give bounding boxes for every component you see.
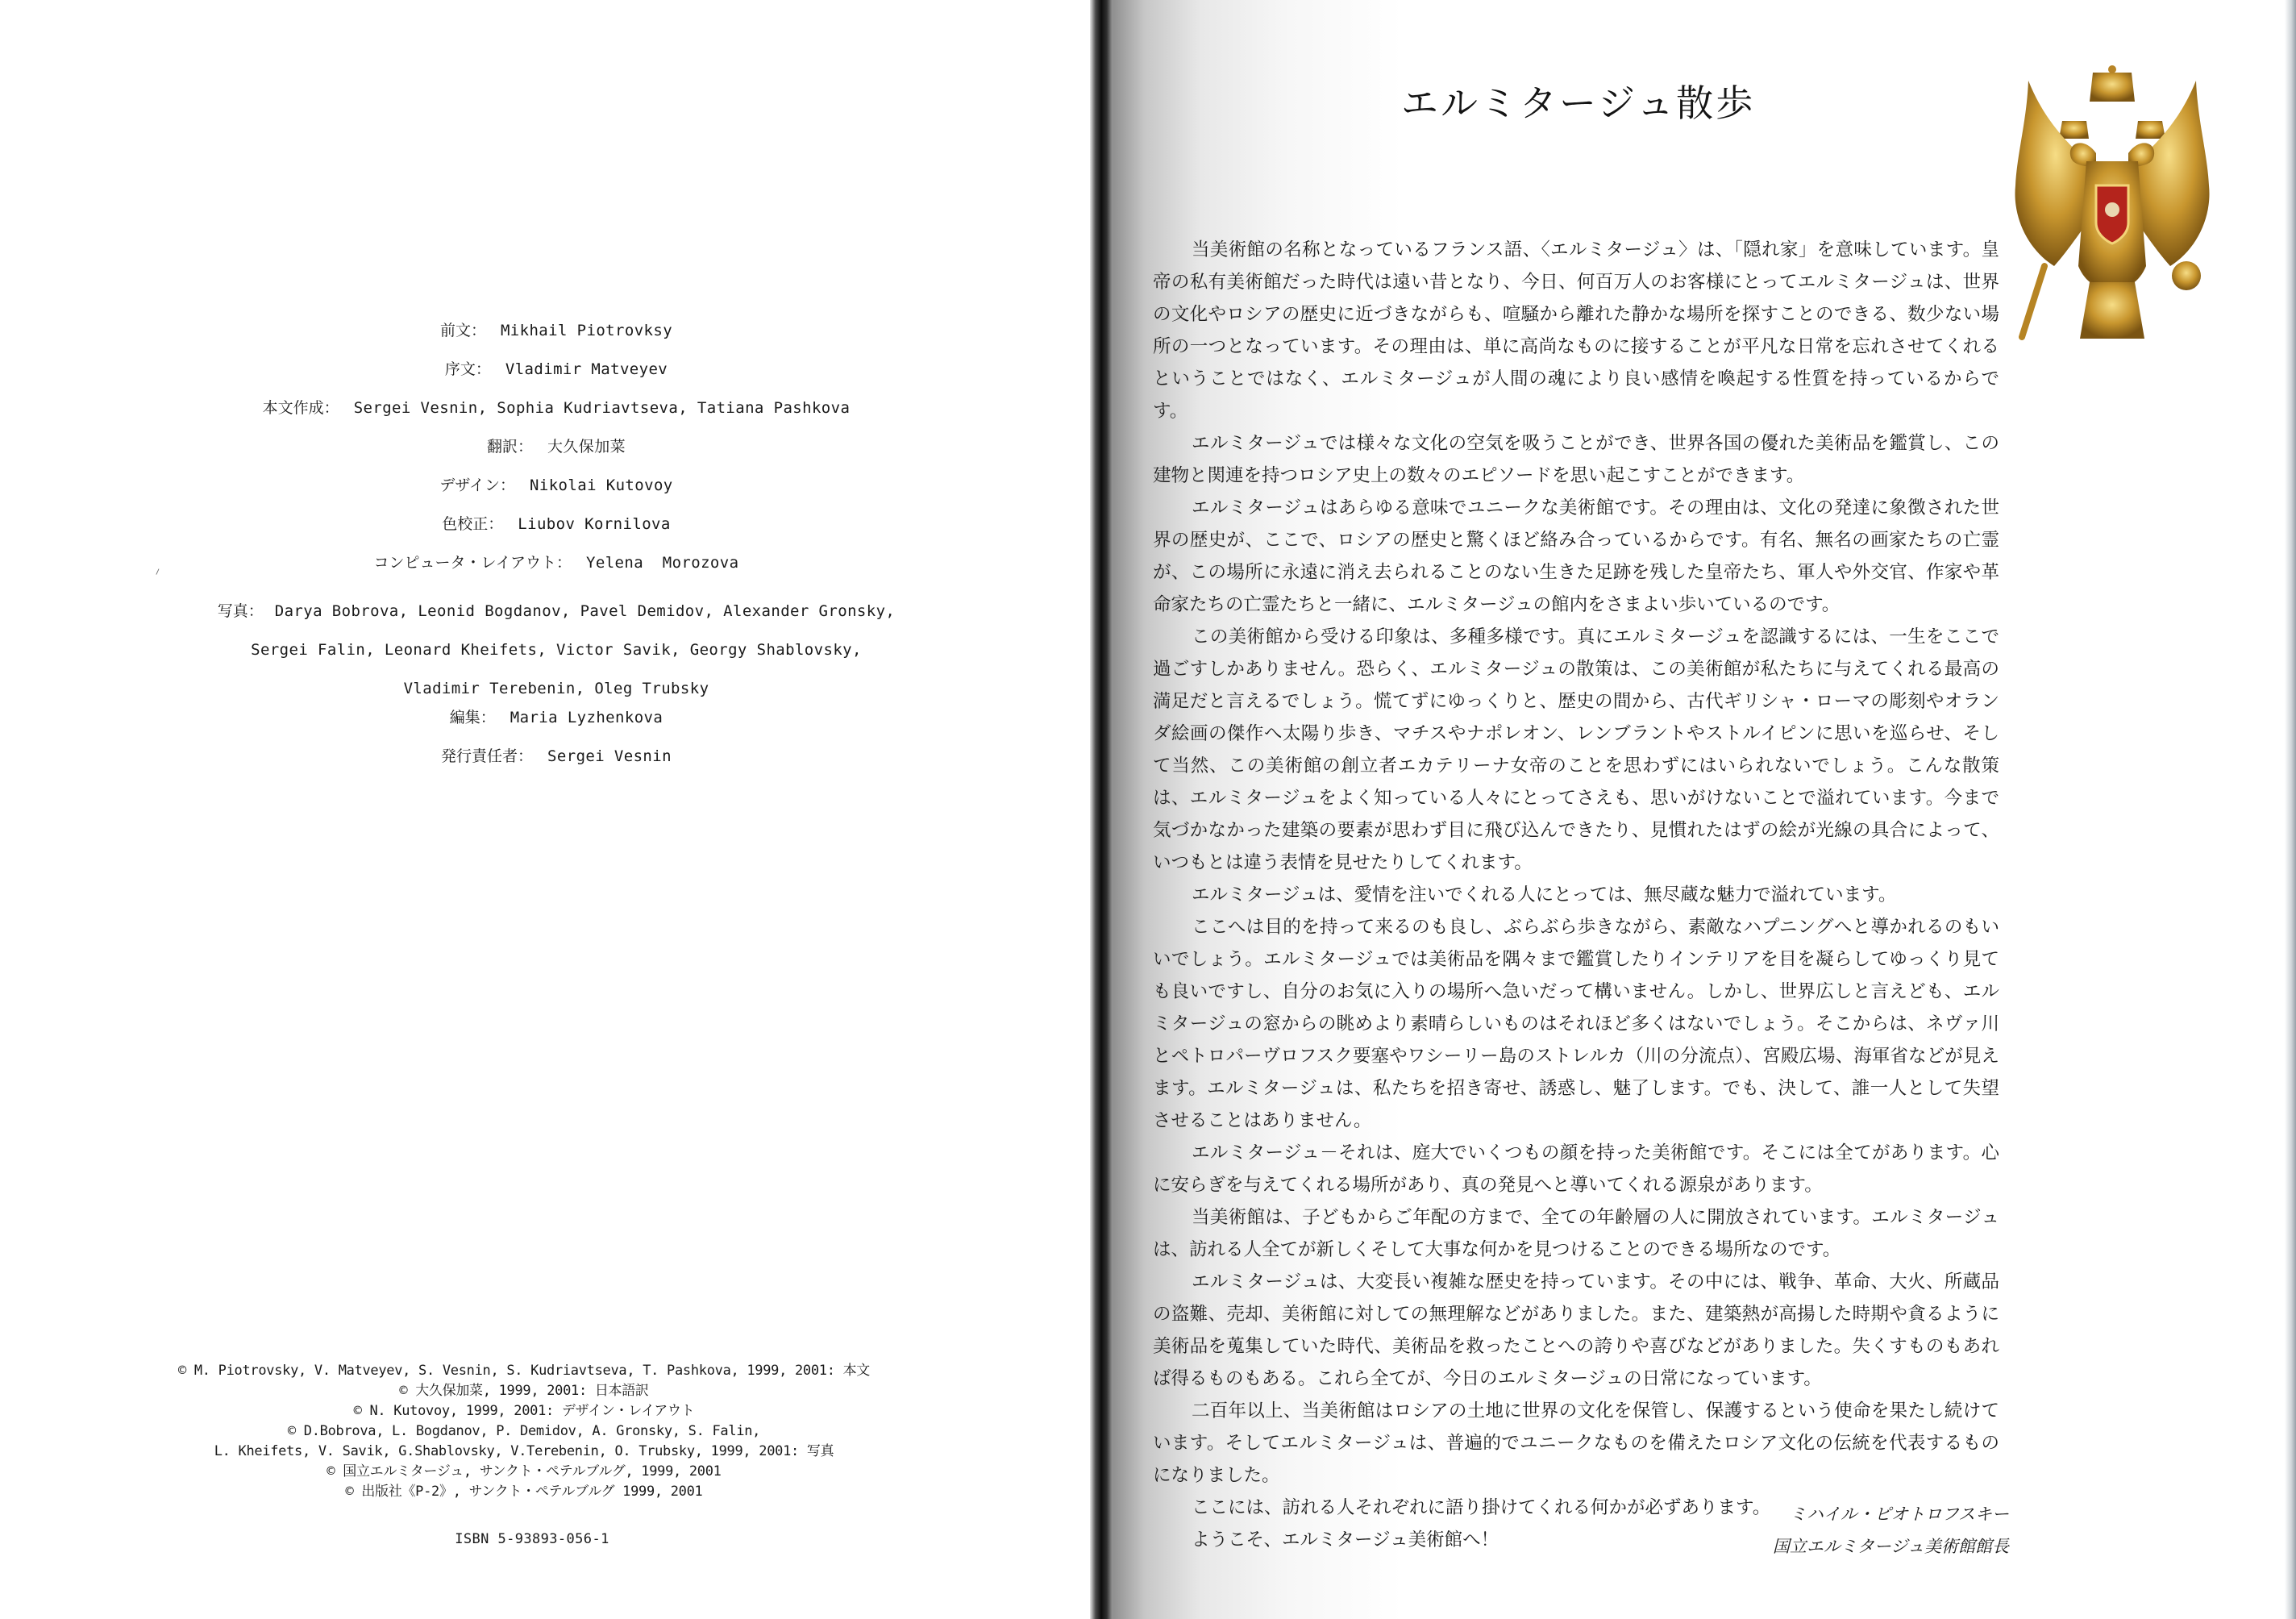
dust-speck: ⸝ bbox=[151, 560, 163, 577]
photo-credit-line: Sergei Falin, Leonard Kheifets, Victor Savik, Georgy Shablovsky, bbox=[251, 641, 862, 659]
credit-names: Sergei Vesnin bbox=[547, 747, 672, 765]
credit-role: 発行責任者： bbox=[441, 747, 534, 765]
essay-paragraph: 当美術館は、子どもからご年配の方まで、全ての年齢層の人に開放されています。エルミタージュは、訪れる人全てが新しくそして大事な何かを見つけることのできる場所なのです。 bbox=[1153, 1207, 1999, 1260]
credit-role: 翻訳： bbox=[486, 438, 533, 456]
page-title: エルミタージュ散歩 bbox=[1401, 81, 1756, 125]
credits-block bbox=[177, 321, 935, 785]
right-head-crown bbox=[2136, 121, 2165, 139]
essay-paragraph: エルミタージュは、大変長い複雑な歴史を持っています。その中には、戦争、革命、大火、所蔵品の盗難、売却、美術館に対しての無理解などがありました。また、建築熱が高揚した時期や貪るように美術品を蒐集していた時代、美術品を救ったことへの誇りや喜びなどがありました。失くすものもあれば得るものもある。これら全てが、今日のエルミタージュの日常になっています。 bbox=[1153, 1271, 1999, 1389]
copyright-line: © 出版社《P-2》, サンクト・ペテルブルグ 1999, 2001 bbox=[345, 1484, 703, 1500]
crown-cross bbox=[2108, 65, 2116, 73]
essay-paragraph: 二百年以上、当美術館はロシアの土地に世界の文化を保管し、保護するという使命を果たし続けています。そしてエルミタージュは、普遍的でユニークなものを備えたロシア文化の伝統を代表するものになりました。 bbox=[1153, 1400, 1999, 1486]
copyright-line: © D.Bobrova, L. Bogdanov, P. Demidov, A. Gronsky, S. Falin, bbox=[287, 1423, 761, 1439]
essay-paragraph: ここへは目的を持って来るのも良し、ぶらぶら歩きながら、素敵なハプニングへと導かれるのもいいでしょう。エルミタージュでは美術品を隅々まで鑑賞したりインテリアを目を凝らしてゆっくり見ても良いですし、自分のお気に入りの場所へ急いだって構いません。しかし、世界広しと言えども、エルミタージュの窓からの眺めより素晴らしいものはそれほど多くはないでしょう。そこからは、ネヴァ川とペトロパーヴロフスク要塞やワシーリー島のストレルカ（川の分流点）、宮殿広場、海軍省などが見えます。エルミタージュは、私たちを招き寄せ、誘惑し、魅了します。でも、決して、誰一人として失望させることはありません。 bbox=[1153, 917, 1999, 1131]
credit-row-foreword bbox=[177, 321, 935, 360]
copyright-line: © 大久保加菜, 1999, 2001: 日本語訳 bbox=[399, 1383, 649, 1399]
credit-role: 本文作成： bbox=[262, 399, 339, 417]
st-george-figure bbox=[2105, 202, 2119, 217]
book-gutter bbox=[1090, 0, 1113, 1619]
copyright-block bbox=[161, 1361, 887, 1502]
essay-paragraph: エルミタージュはあらゆる意味でユニークな美術館です。その理由は、文化の発達に象徴された世界の歴史が、ここで、ロシアの歴史と驚くほど絡み合っているからです。有名、無名の画家たちの亡霊が、この場所に永遠に消え去られることのない生きた足跡を残した皇帝たち、軍人や外交官、作家や革命家たちの亡霊たちと一緒に、エルミタージュの館内をさまよい歩いているのです。 bbox=[1153, 497, 1999, 615]
isbn: ISBN 5-93893-056-1 bbox=[455, 1531, 609, 1547]
scepter bbox=[2022, 266, 2044, 337]
photo-credit-line bbox=[177, 592, 935, 631]
credit-names: Mikhail Piotrovksy bbox=[500, 322, 673, 339]
credit-role: 序文： bbox=[444, 360, 491, 378]
credit-role: 前文： bbox=[439, 322, 486, 339]
essay-paragraph: ここには、訪れる人それぞれに語り掛けてくれる何かが必ずあります。 bbox=[1192, 1497, 1771, 1518]
left-page bbox=[0, 0, 1090, 1619]
essay-body bbox=[1153, 234, 1999, 1556]
credit-row-color bbox=[177, 514, 935, 553]
credit-row-layout bbox=[177, 553, 935, 592]
credit-row-editor bbox=[177, 708, 935, 747]
credit-names: Liubov Kornilova bbox=[518, 515, 671, 533]
credit-row-text bbox=[177, 398, 935, 437]
credit-names: Maria Lyzhenkova bbox=[510, 709, 663, 726]
credit-role: デザイン： bbox=[439, 477, 516, 494]
credit-names: Nikolai Kutovoy bbox=[530, 477, 673, 494]
page-edge bbox=[2285, 0, 2296, 1619]
essay-paragraph: エルミタージュでは様々な文化の空気を吸うことができ、世界各国の優れた美術品を鑑賞し、この建物と関連を持つロシア史上の数々のエピソードを思い起こすことができます。 bbox=[1153, 433, 1999, 486]
essay-paragraph: エルミタージュは、愛情を注いでくれる人にとっては、無尽蔵な魅力で溢れています。 bbox=[1192, 884, 1897, 905]
credit-row-translation bbox=[177, 437, 935, 476]
credit-role: 写真： bbox=[217, 602, 264, 620]
copyright-line: L. Kheifets, V. Savik, G.Shablovsky, V.Terebenin, O. Trubsky, 1999, 2001: 写真 bbox=[214, 1443, 834, 1459]
crown-shape bbox=[2090, 73, 2135, 102]
copyright-line: © M. Piotrovsky, V. Matveyev, S. Vesnin, S. Kudriavtseva, T. Pashkova, 1999, 2001: 本文 bbox=[178, 1363, 870, 1379]
credit-role: 編集： bbox=[449, 709, 496, 726]
signature-block bbox=[1757, 1498, 2009, 1563]
left-head-crown bbox=[2059, 121, 2089, 139]
orb bbox=[2172, 261, 2201, 290]
double-headed-eagle-emblem bbox=[2012, 65, 2212, 355]
signature-name: ミハイル・ピオトロフスキー bbox=[1789, 1505, 2009, 1524]
credit-row-preface bbox=[177, 360, 935, 398]
essay-paragraph: ようこそ、エルミタージュ美術館へ！ bbox=[1192, 1530, 1499, 1550]
credit-names: Vladimir Matveyev bbox=[505, 360, 668, 378]
essay-paragraph: 当美術館の名称となっているフランス語、〈エルミタージュ〉は、「隠れ家」を意味しています。皇帝の私有美術館だった時代は遠い昔となり、今日、何百万人のお客様にとってエルミタージュは、世界の文化やロシアの歴史に近づきながらも、喧騒から離れた静かな場所を探すことのできる、数少ない場所の一つとなっています。その理由は、単に高尚なものに接することが平凡な日常を忘れさせてくれるということではなく、エルミタージュが人間の魂により良い感情を喚起する性質を持っているからです。 bbox=[1153, 239, 1999, 422]
essay-paragraph: この美術館から受ける印象は、多種多様です。真にエルミタージュを認識するには、一生をここで過ごすしかありません。恐らく、エルミタージュの散策は、この美術館が私たちに与えてくれる最高の満足だと言えるでしょう。慌てずにゆっくりと、歴史の間から、古代ギリシャ・ローマの彫刻やオランダ絵画の傑作へ太陽り歩き、マチスやナポレオン、レンブラントやストルイピンに思いを巡らせ、そして当然、この美術館の創立者エカテリーナ女帝のことを思わずにはいられないでしょう。こんな散策は、エルミタージュをよく知っている人々にとってさえも、思いがけないことで溢れています。今まで気づかなかった建築の要素が思わず目に飛び込んできたり、見慣れたはずの絵が光線の具合によって、いつもとは違う表情を見せたりしてくれます。 bbox=[1153, 626, 1999, 873]
copyright-line: © 国立エルミタージュ, サンクト・ペテルブルグ, 1999, 2001 bbox=[327, 1463, 722, 1480]
credit-names: 大久保加菜 bbox=[547, 438, 626, 456]
photo-credit-line: Vladimir Terebenin, Oleg Trubsky bbox=[403, 680, 709, 697]
credit-row-publisher bbox=[177, 747, 935, 785]
credit-row-design bbox=[177, 476, 935, 514]
credit-role: コンピュータ・レイアウト： bbox=[373, 554, 572, 572]
credit-names: Yelena Morozova bbox=[586, 554, 739, 572]
copyright-line: © N. Kutovoy, 1999, 2001: デザイン・レイアウト bbox=[353, 1403, 695, 1419]
essay-paragraph: エルミタージュ－それは、庭大でいくつもの顔を持った美術館です。そこには全てがあります。心に安らぎを与えてくれる場所があり、真の発見へと導いてくれる源泉があります。 bbox=[1153, 1142, 1999, 1196]
credit-role: 色校正： bbox=[442, 515, 504, 533]
signature-title: 国立エルミタージュ美術館館長 bbox=[1772, 1537, 2009, 1556]
eagle-tail bbox=[2080, 282, 2144, 339]
credit-row-photo bbox=[177, 592, 935, 708]
credit-names: Darya Bobrova, Leonid Bogdanov, Pavel Demidov, Alexander Gronsky, bbox=[274, 602, 896, 620]
credit-names: Sergei Vesnin, Sophia Kudriavtseva, Tatiana Pashkova bbox=[353, 399, 851, 417]
